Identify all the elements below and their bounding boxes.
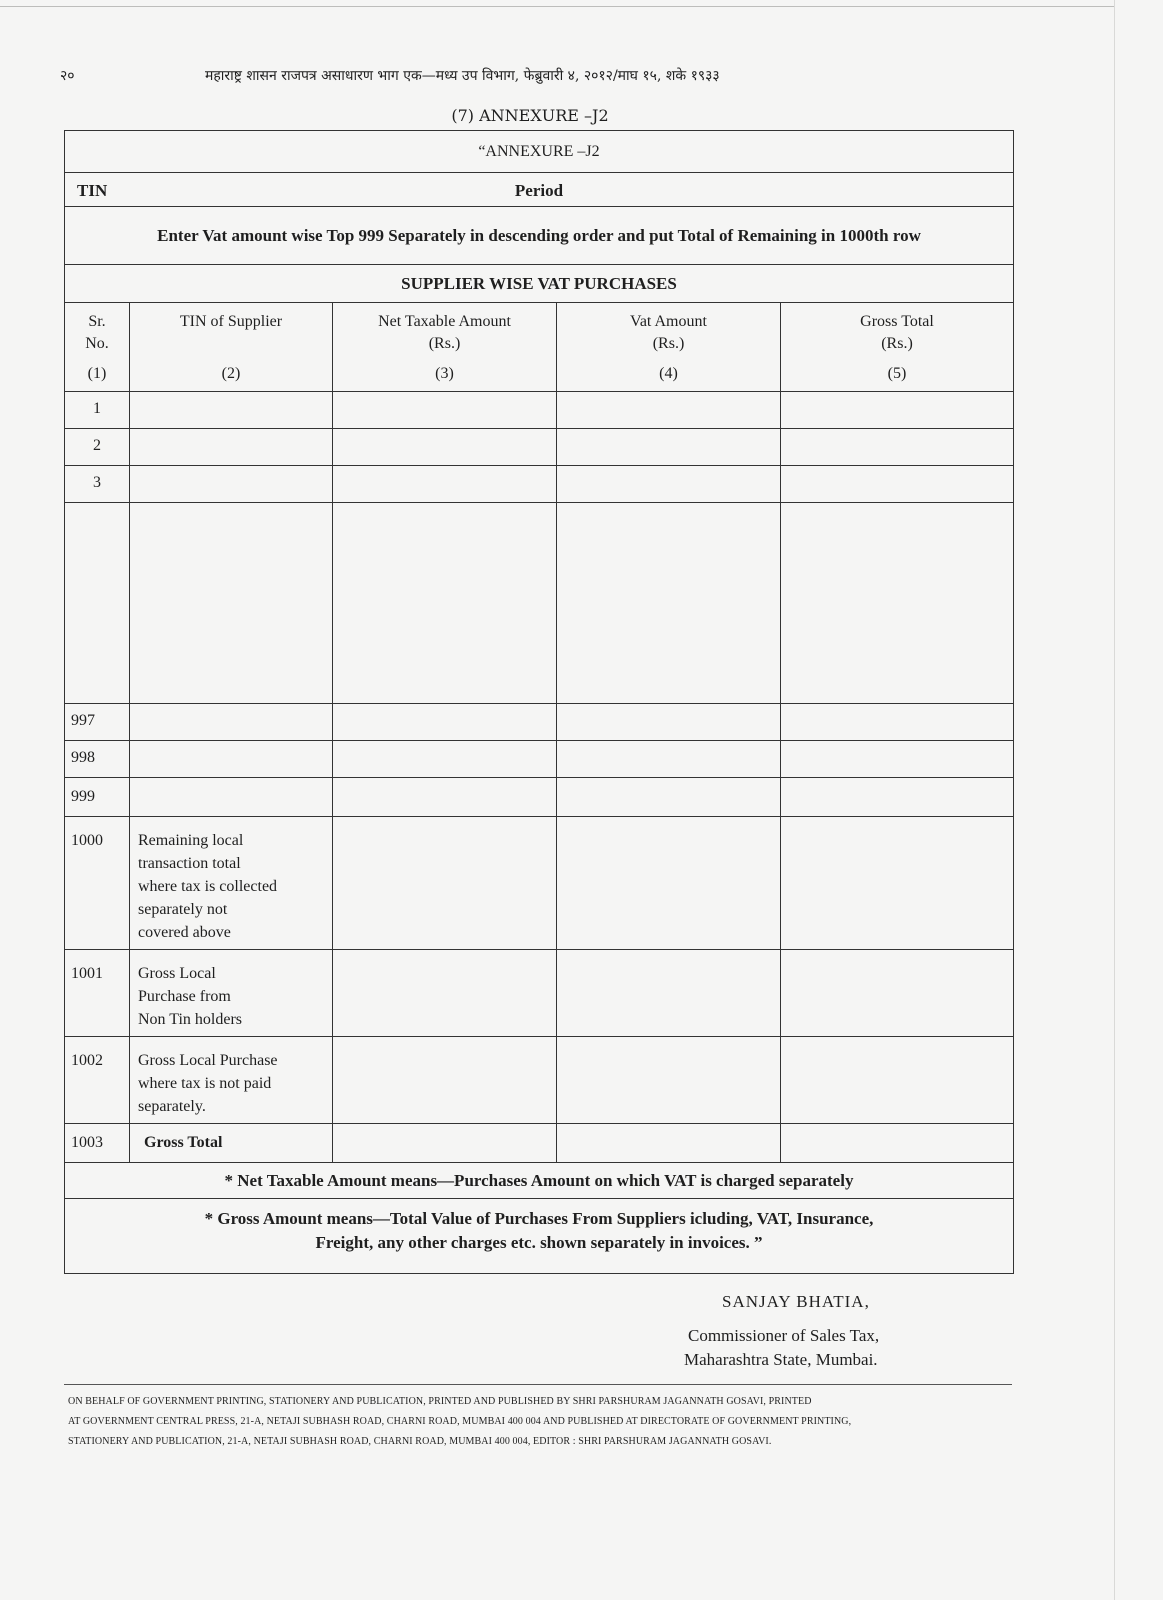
entry-cell [333, 1037, 557, 1123]
sr-no-cell: 1 [65, 392, 130, 428]
table-row [65, 778, 1013, 817]
column-number: (2) [221, 365, 241, 382]
column-number: (4) [659, 365, 678, 382]
entry-cell [130, 741, 333, 777]
entry-cell [781, 392, 1013, 428]
table-row [65, 950, 1013, 1037]
column-label: Gross Total [860, 313, 934, 330]
sr-no-cell: 999 [65, 778, 130, 816]
sr-no-cell: 1000 [65, 817, 130, 949]
table-row [65, 1037, 1013, 1124]
entry-cell [333, 1124, 557, 1162]
sr-no-cell: 3 [65, 466, 130, 502]
row-description-line: Remaining local [138, 832, 244, 849]
entry-cell [333, 778, 557, 816]
form-annexure-label: “ANNEXURE –J2 [478, 142, 600, 160]
table-row [65, 817, 1013, 950]
entry-cell [557, 950, 781, 1036]
footer-rule [64, 1384, 1012, 1385]
entry-cell [130, 704, 333, 740]
entry-cell [557, 1037, 781, 1123]
entry-cell [781, 817, 1013, 949]
entry-cell [781, 778, 1013, 816]
entry-cell [130, 778, 333, 816]
entry-cell [781, 950, 1013, 1036]
row-description-line: Gross Local Purchase [138, 1052, 278, 1069]
gross-total-label: Gross Total [130, 1124, 333, 1162]
entry-cell [557, 1124, 781, 1162]
entry-cell [781, 503, 1013, 703]
row-description-line: transaction total [138, 855, 241, 872]
entry-cell [781, 429, 1013, 465]
row-description-line: Gross Local [138, 965, 216, 982]
note-row [65, 1163, 1013, 1199]
entry-cell [557, 392, 781, 428]
column-label: TIN of Supplier [179, 313, 283, 330]
entry-cell [65, 503, 130, 703]
tin-period-row [65, 173, 1013, 207]
column-header-sr-no [65, 303, 130, 391]
sr-no-cell: 1001 [65, 950, 130, 1036]
imprint-line: ON BEHALF OF GOVERNMENT PRINTING, STATIONERY AND PUBLICATION, PRINTED AND PUBLISHED BY SHRI PARSHURAM JAGANNATH GOSAVI, PRINTED [68, 1396, 812, 1407]
table-row [65, 1124, 1013, 1163]
entry-cell [333, 817, 557, 949]
table-row [65, 704, 1013, 741]
gazette-title: महाराष्ट्र शासन राजपत्र असाधारण भाग एक—मध्य उप विभाग, फेब्रुवारी ४, २०१२/माघ १५, शके १९३३ [205, 68, 720, 84]
period-label: Period [514, 181, 564, 200]
entry-cell [557, 778, 781, 816]
column-number: (5) [887, 365, 907, 382]
signatory-name: SANJAY BHATIA, [722, 1292, 870, 1311]
row-description-line: covered above [138, 924, 231, 941]
entry-cell [130, 503, 333, 703]
entry-cell [557, 704, 781, 740]
imprint-footer [68, 1392, 1014, 1452]
imprint-line: STATIONERY AND PUBLICATION, 21-A, NETAJI SUBHASH ROAD, CHARNI ROAD, MUMBAI 400 004, EDITOR : SHRI PARSHURAM JAGANNATH GOSAVI. [68, 1436, 772, 1447]
sr-no-cell: 2 [65, 429, 130, 465]
annexure-form [64, 130, 1014, 1274]
gross-amount-note-line: * Gross Amount means—Total Value of Purchases From Suppliers icluding, VAT, Insurance, [204, 1209, 874, 1228]
page-number: २० [60, 68, 75, 84]
column-label: Vat Amount [630, 313, 707, 330]
instruction-text: Enter Vat amount wise Top 999 Separately in descending order and put Total of Remaining in 1000th row [157, 226, 921, 245]
column-header-gross-total [781, 303, 1013, 391]
sr-no-cell: 997 [65, 704, 130, 740]
entry-cell [781, 466, 1013, 502]
table-row [65, 429, 1013, 466]
section-title: SUPPLIER WISE VAT PURCHASES [401, 273, 677, 293]
page-top-edge [0, 6, 1115, 7]
entry-cell [333, 741, 557, 777]
instruction-row [65, 207, 1013, 265]
entry-cell [333, 429, 557, 465]
column-label: No. [85, 335, 109, 352]
entry-cell [333, 392, 557, 428]
entry-cell [557, 817, 781, 949]
entry-cell [333, 704, 557, 740]
entry-cell [130, 392, 333, 428]
row-description [130, 950, 333, 1036]
column-header-vat-amount [557, 303, 781, 391]
entry-cell [781, 1037, 1013, 1123]
entry-cell [557, 741, 781, 777]
entry-cell [333, 950, 557, 1036]
column-label: Net Taxable Amount [378, 313, 511, 330]
row-description-line: separately. [138, 1098, 206, 1115]
column-header-net-taxable-amount [333, 303, 557, 391]
signatory-title: Commissioner of Sales Tax, [688, 1326, 880, 1345]
column-label: (Rs.) [881, 335, 913, 352]
entry-cell [557, 466, 781, 502]
entry-cell [557, 503, 781, 703]
tin-label: TIN [77, 181, 108, 200]
entry-cell [333, 503, 557, 703]
section-title-row [65, 265, 1013, 303]
entry-cell [333, 466, 557, 502]
row-description [130, 817, 333, 949]
row-description-line: Non Tin holders [138, 1011, 243, 1028]
entry-cell [781, 1124, 1013, 1162]
page-right-edge [1114, 0, 1115, 1600]
note-row [65, 1199, 1013, 1273]
column-header-tin-of-supplier [130, 303, 333, 391]
entry-cell [130, 466, 333, 502]
row-description [130, 1037, 333, 1123]
row-description-line: where tax is not paid [138, 1075, 272, 1092]
sr-no-cell: 998 [65, 741, 130, 777]
imprint-line: AT GOVERNMENT CENTRAL PRESS, 21-A, NETAJI SUBHASH ROAD, CHARNI ROAD, MUMBAI 400 004 AND PUBLISHED AT DIRECTORATE OF GOVERNMENT PRINTING, [68, 1416, 852, 1427]
column-label: (Rs.) [652, 335, 685, 352]
row-description-line: separately not [138, 901, 228, 918]
form-annexure-label-row [65, 131, 1013, 173]
table-row-gap [65, 503, 1013, 704]
column-number: (1) [87, 365, 107, 382]
table-row [65, 392, 1013, 429]
net-taxable-note: * Net Taxable Amount means—Purchases Amount on which VAT is charged separately [224, 1170, 854, 1190]
table-row [65, 466, 1013, 503]
column-number: (3) [435, 365, 454, 382]
entry-cell [781, 741, 1013, 777]
sr-no-cell: 1003 [65, 1124, 130, 1162]
gross-amount-note-line: Freight, any other charges etc. shown separately in invoices. ” [315, 1233, 763, 1252]
sr-no-cell: 1002 [65, 1037, 130, 1123]
table-row [65, 741, 1013, 778]
entry-cell [130, 429, 333, 465]
annexure-title: (7) ANNEXURE –J2 [451, 106, 609, 125]
column-label: Sr. [88, 313, 106, 330]
column-header-row [65, 303, 1013, 392]
signatory-place: Maharashtra State, Mumbai. [684, 1350, 878, 1369]
column-label: (Rs.) [428, 335, 461, 352]
row-description-line: where tax is collected [138, 878, 278, 895]
entry-cell [781, 704, 1013, 740]
entry-cell [557, 429, 781, 465]
row-description-line: Purchase from [138, 988, 231, 1005]
